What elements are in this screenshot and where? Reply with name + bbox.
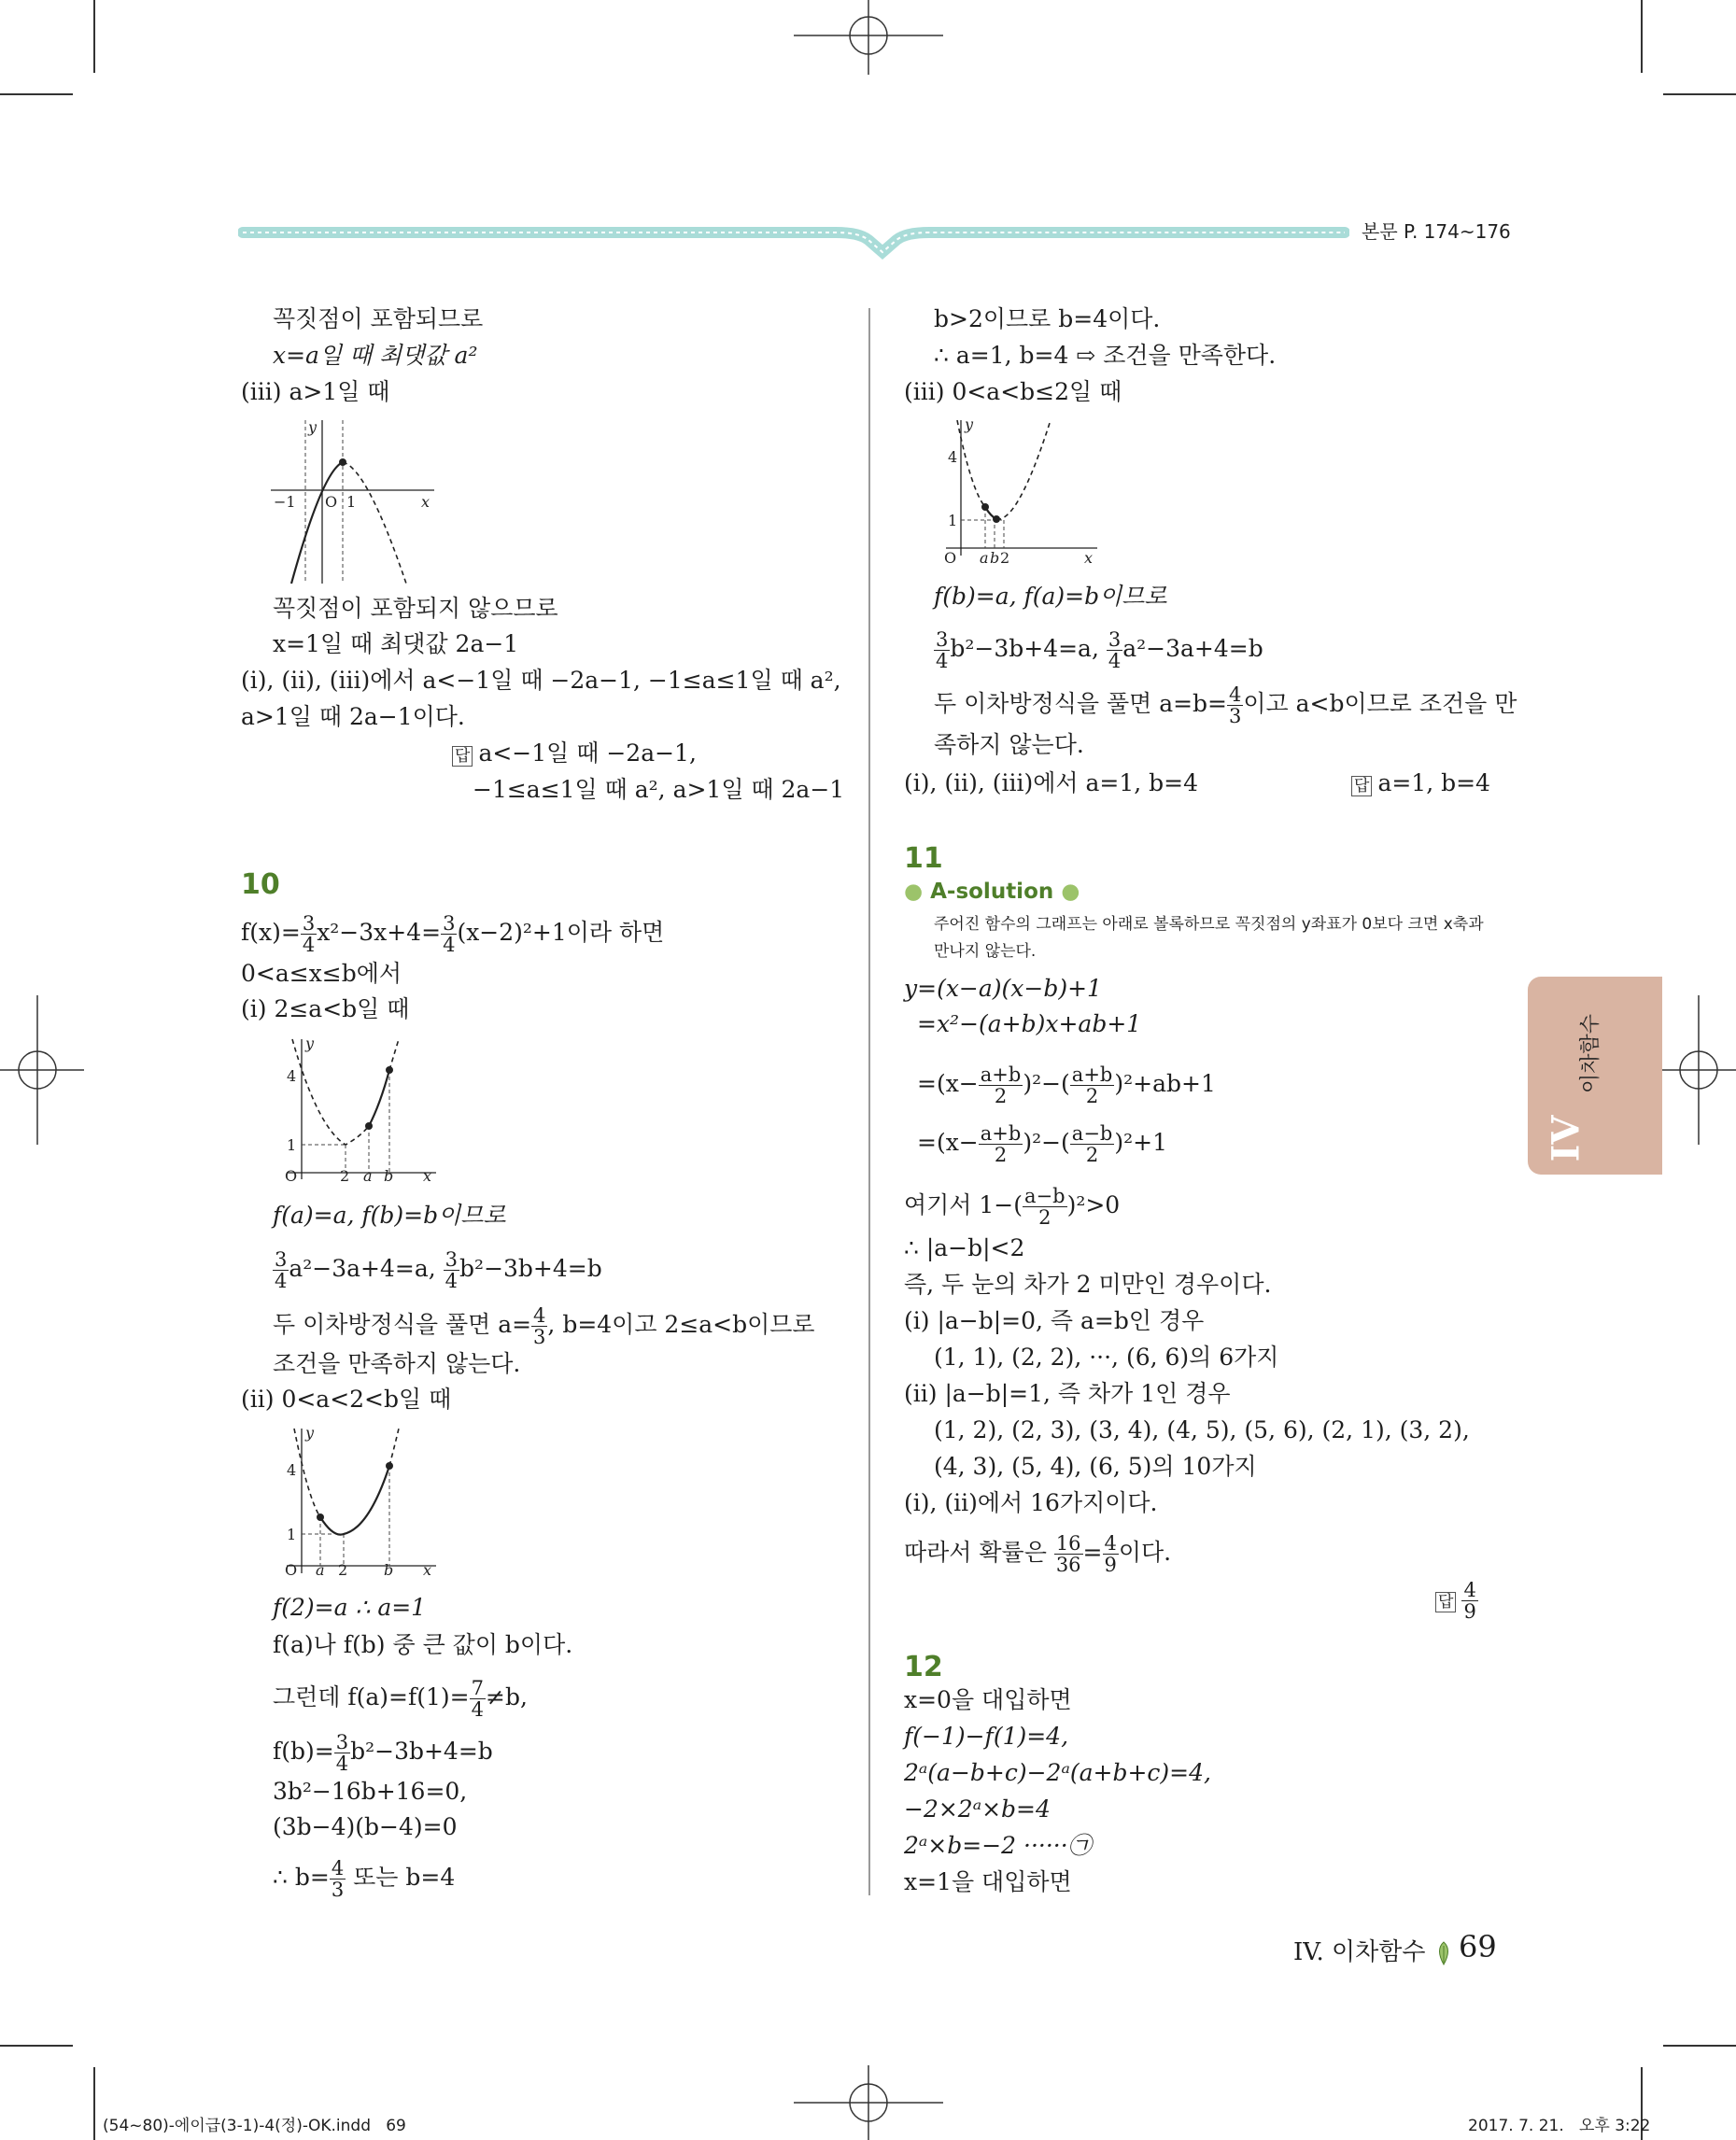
problem-number: 11 [904,842,943,875]
graph-label: y [308,418,318,436]
expr: ∴ b= [273,1864,330,1891]
text-line: 조건을 만족하지 않는다. [273,1350,521,1377]
case-heading: (ⅲ) a>1일 때 [241,378,390,405]
graph-label: b [384,1561,394,1578]
text-line: b>2이므로 b=4이다. [934,305,1161,332]
graph-label: a [316,1561,325,1578]
expr: 이다. [1118,1539,1172,1566]
column-divider [868,308,870,1895]
fraction: $\frac{a+b}{2}$ [1071,1063,1113,1107]
registration-mark-left [0,995,84,1145]
expr: )²+ab+1 [1114,1070,1216,1097]
fraction: $\frac{4}{3}$ [533,1304,546,1348]
fraction: $\frac{3}{4}$ [1108,628,1122,672]
graph-label: 1 [346,493,357,511]
expr: (x−2)²+1이라 하면 [457,919,665,946]
text-line: (ⅰ), (ⅱ), (ⅲ)에서 a=1, b=4 [904,769,1199,796]
graph-label: O [325,493,338,511]
text-line: (ⅰ), (ⅱ), (ⅲ)에서 a<−1일 때 −2a−1, −1≤a≤1일 때 a², [241,667,841,694]
graph-label: y [305,1424,315,1442]
text-line: 꼭짓점이 포함되므로 [273,305,484,332]
fraction: $\frac{3}{4}$ [335,1731,349,1775]
text-line: a>1일 때 2a−1이다. [241,703,465,730]
expr: f(x)= [241,919,301,946]
graph-label: x [421,493,430,511]
text-line: f(2)=a ∴ a=1 [273,1594,427,1621]
text-line: 족하지 않는다. [934,731,1084,758]
fraction: $\frac{3}{4}$ [443,912,456,956]
graph-label: −1 [274,493,296,511]
page-number: 69 [1459,1929,1497,1964]
text-line: −2×2ᵃ×b=4 [904,1795,1051,1823]
graph-label: y [965,415,974,433]
footer-chapter: IV. 이차함수 [1293,1933,1454,1967]
chapter-tab-label: 이차함수 [1578,1013,1602,1094]
graph-label: 1 [287,1526,297,1543]
fraction: $\frac{3}{4}$ [936,628,949,672]
graph-label: x [423,1167,432,1184]
expr: b²−3b+4=b [459,1255,602,1282]
case-heading: (ⅰ) 2≤a<b일 때 [241,995,410,1022]
graph-label: 2 [340,1167,350,1184]
graph-label: 1 [948,512,958,529]
text-line: 2ᵃ×b=−2 ······㉠ [904,1832,1092,1859]
file-info: (54~80)-에이급(3-1)-4(정)-OK.indd 69 [103,2117,406,2135]
graph-case-ii [266,1424,444,1578]
fraction: $\frac{3}{4}$ [275,1248,288,1292]
graph-label: x [423,1561,432,1578]
fraction: $\frac{a-b}{2}$ [1024,1185,1066,1229]
fraction: $\frac{a+b}{2}$ [980,1063,1022,1107]
text-line: x=a일 때 최댓값 a² [273,342,478,369]
text-line: ∴ a=1, b=4 ⇨ 조건을 만족한다. [934,342,1277,369]
graph-label: 2 [338,1561,348,1578]
expr: = [1082,1539,1103,1566]
text-line: x=1을 대입하면 [904,1868,1072,1895]
text-line: 2ᵃ(a−b+c)−2ᵃ(a+b+c)=4, [904,1759,1211,1786]
leaf-icon [1433,1940,1454,1966]
graph-case-iii-left [266,415,444,588]
expr: b²−3b+4=a, [950,635,1099,662]
answer-text: a=1, b=4 [1377,769,1490,796]
answer-text: a<−1일 때 −2a−1, [478,739,697,767]
expr: 그런데 f(a)=f(1)= [273,1683,470,1711]
graph-label: O [944,549,957,567]
graph-label: a [363,1167,373,1184]
expr: 이고 a<b이므로 조건을 만 [1243,690,1517,717]
expr: ≠b, [486,1683,528,1711]
text-line: 3b²−16b+16=0, [273,1778,468,1805]
expr: =(x− [917,1129,979,1156]
chapter-tab-numeral: IV [1544,1115,1588,1162]
text-line: f(−1)−f(1)=4, [904,1723,1069,1750]
text-line: (ⅰ), (ⅱ)에서 16가지이다. [904,1489,1158,1516]
text-line: (4, 3), (5, 4), (6, 5)의 10가지 [934,1453,1257,1480]
case-heading: (ⅱ) 0<a<2<b일 때 [241,1386,452,1413]
header-band [238,210,1349,266]
expr: )²−( [1023,1129,1070,1156]
a-solution-label: ● A-solution ● [904,880,1080,904]
text-line: f(a)=a, f(b)=b이므로 [273,1202,506,1229]
expr: f(b)= [273,1738,334,1765]
text-line: f(b)=a, f(a)=b이므로 [934,583,1167,610]
text-line: (1, 2), (2, 3), (3, 4), (4, 5), (5, 6), (2, 1), (3, 2), [934,1416,1470,1443]
answer-mark: 답 [1435,1592,1456,1612]
case-heading: (ⅰ) |a−b|=0, 즉 a=b인 경우 [904,1307,1205,1334]
graph-label: 4 [287,1461,297,1479]
graph-label: b [990,549,1000,567]
registration-mark-right [1652,995,1736,1145]
problem-number: 12 [904,1651,943,1683]
text-line: y=(x−a)(x−b)+1 [904,975,1102,1002]
graph-label: x [1084,549,1094,567]
expr: , b=4이고 2≤a<b이므로 [547,1311,815,1338]
case-heading: (ⅱ) |a−b|=1, 즉 차가 1인 경우 [904,1380,1231,1407]
chapter-tab [1528,977,1662,1175]
answer-mark: 답 [452,746,473,767]
answer-mark: 답 [1351,776,1372,796]
registration-mark-top [794,0,943,75]
graph-label: 1 [287,1136,297,1154]
case-heading: (ⅲ) 0<a<b≤2일 때 [904,378,1122,405]
expr: 따라서 확률은 [904,1539,1047,1566]
expr: )²>0 [1066,1191,1121,1218]
expr: 두 이차방정식을 풀면 a=b= [934,690,1227,717]
fraction: $\frac{4}{3}$ [1229,683,1242,727]
fraction: $\frac{3}{4}$ [445,1248,459,1292]
text-line: x=0을 대입하면 [904,1686,1072,1713]
text-line: f(a)나 f(b) 중 큰 값이 b이다. [273,1631,573,1658]
note-line: 만나지 않는다. [934,942,1037,961]
fraction: $\frac{3}{4}$ [302,912,316,956]
text-line: =x²−(a+b)x+ab+1 [917,1010,1142,1037]
text-line: ∴ |a−b|<2 [904,1234,1025,1261]
fraction: $\frac{a+b}{2}$ [980,1122,1022,1166]
expr: x²−3x+4= [317,919,442,946]
graph-label: 2 [1000,549,1010,567]
expr: 여기서 1−( [904,1191,1023,1218]
fraction: $\frac{a-b}{2}$ [1071,1122,1113,1166]
expr: 두 이차방정식을 풀면 a= [273,1311,532,1338]
fraction: $\frac{16}{36}$ [1055,1532,1081,1576]
text-line: x=1일 때 최댓값 2a−1 [273,630,519,657]
graph-label: y [305,1035,315,1052]
print-timestamp: 2017. 7. 21. 오후 3:22 [1468,2117,1651,2135]
page-reference: 본문 P. 174~176 [1362,220,1511,243]
fraction: $\frac{7}{4}$ [471,1677,484,1721]
text-line: 즉, 두 눈의 차가 2 미만인 경우이다. [904,1271,1272,1298]
text-line: (3b−4)(b−4)=0 [273,1813,458,1840]
expr: a²−3a+4=b [1122,635,1263,662]
graph-label: O [285,1167,298,1184]
fraction: $\frac{4}{9}$ [1463,1579,1476,1623]
text-line: 0<a≤x≤b에서 [241,960,402,987]
graph-label: a [980,549,989,567]
expr: =(x− [917,1070,979,1097]
fraction: $\frac{4}{9}$ [1104,1532,1117,1576]
graph-label: 4 [948,448,958,466]
graph-label: b [384,1167,394,1184]
expr: 또는 b=4 [353,1864,456,1891]
registration-mark-bottom [794,2065,943,2140]
answer-text: −1≤a≤1일 때 a², a>1일 때 2a−1 [473,776,845,803]
graph-label: O [285,1561,298,1578]
text-line: (1, 1), (2, 2), ···, (6, 6)의 6가지 [934,1344,1279,1371]
expr: )²+1 [1114,1129,1167,1156]
note-line: 주어진 함수의 그래프는 아래로 볼록하므로 꼭짓점의 y좌표가 0보다 크면 x축과 [934,915,1484,934]
expr: )²−( [1023,1070,1070,1097]
graph-label: 4 [287,1067,297,1085]
graph-case-iii-right [929,415,1107,570]
expr: b²−3b+4=b [350,1738,493,1765]
expr: a²−3a+4=a, [289,1255,436,1282]
graph-case-i [266,1035,444,1184]
problem-number: 10 [241,868,280,901]
fraction: $\frac{4}{3}$ [331,1857,345,1901]
text-line: 꼭짓점이 포함되지 않으므로 [273,595,558,622]
